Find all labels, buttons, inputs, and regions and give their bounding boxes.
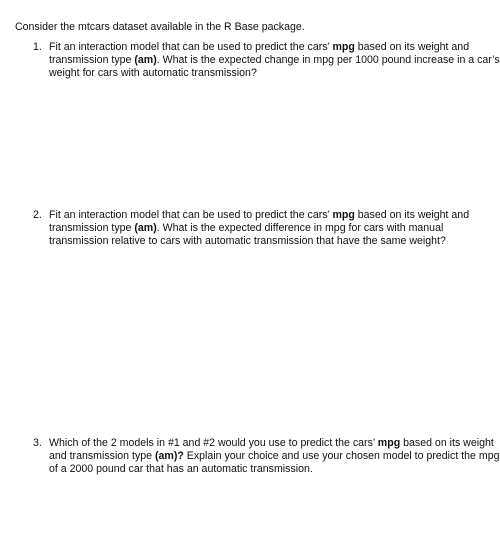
question-number: 1. [33,41,42,53]
question-number: 3. [33,437,42,449]
question-line: and transmission type (am)? Explain your choice and use your chosen model to predict the mpg [49,450,500,463]
question-3 [33,437,500,477]
question-text [49,209,470,249]
question-line: transmission type (am). What is the expected difference in mpg for cars with manual [49,222,444,235]
question-line: Fit an interaction model that can be used to predict the cars’ mpg based on its weight and [49,41,470,53]
question-text [49,437,500,477]
question-line: weight for cars with automatic transmission? [49,67,257,80]
intro-text: Consider the mtcars dataset available in the R Base package. [15,21,305,33]
question-line: of a 2000 pound car that has an automatic transmission. [49,463,313,476]
question-2 [33,209,470,249]
question-1 [33,41,500,81]
question-number: 2. [33,209,42,221]
question-line: transmission relative to cars with automatic transmission that have the same weight? [49,235,446,248]
question-line: transmission type (am). What is the expected change in mpg per 1000 pound increase in a car’s [49,54,500,67]
question-line: Which of the 2 models in #1 and #2 would you use to predict the cars’ mpg based on its weight [49,437,494,449]
question-text [49,41,500,81]
question-line: Fit an interaction model that can be used to predict the cars’ mpg based on its weight and [49,209,470,221]
